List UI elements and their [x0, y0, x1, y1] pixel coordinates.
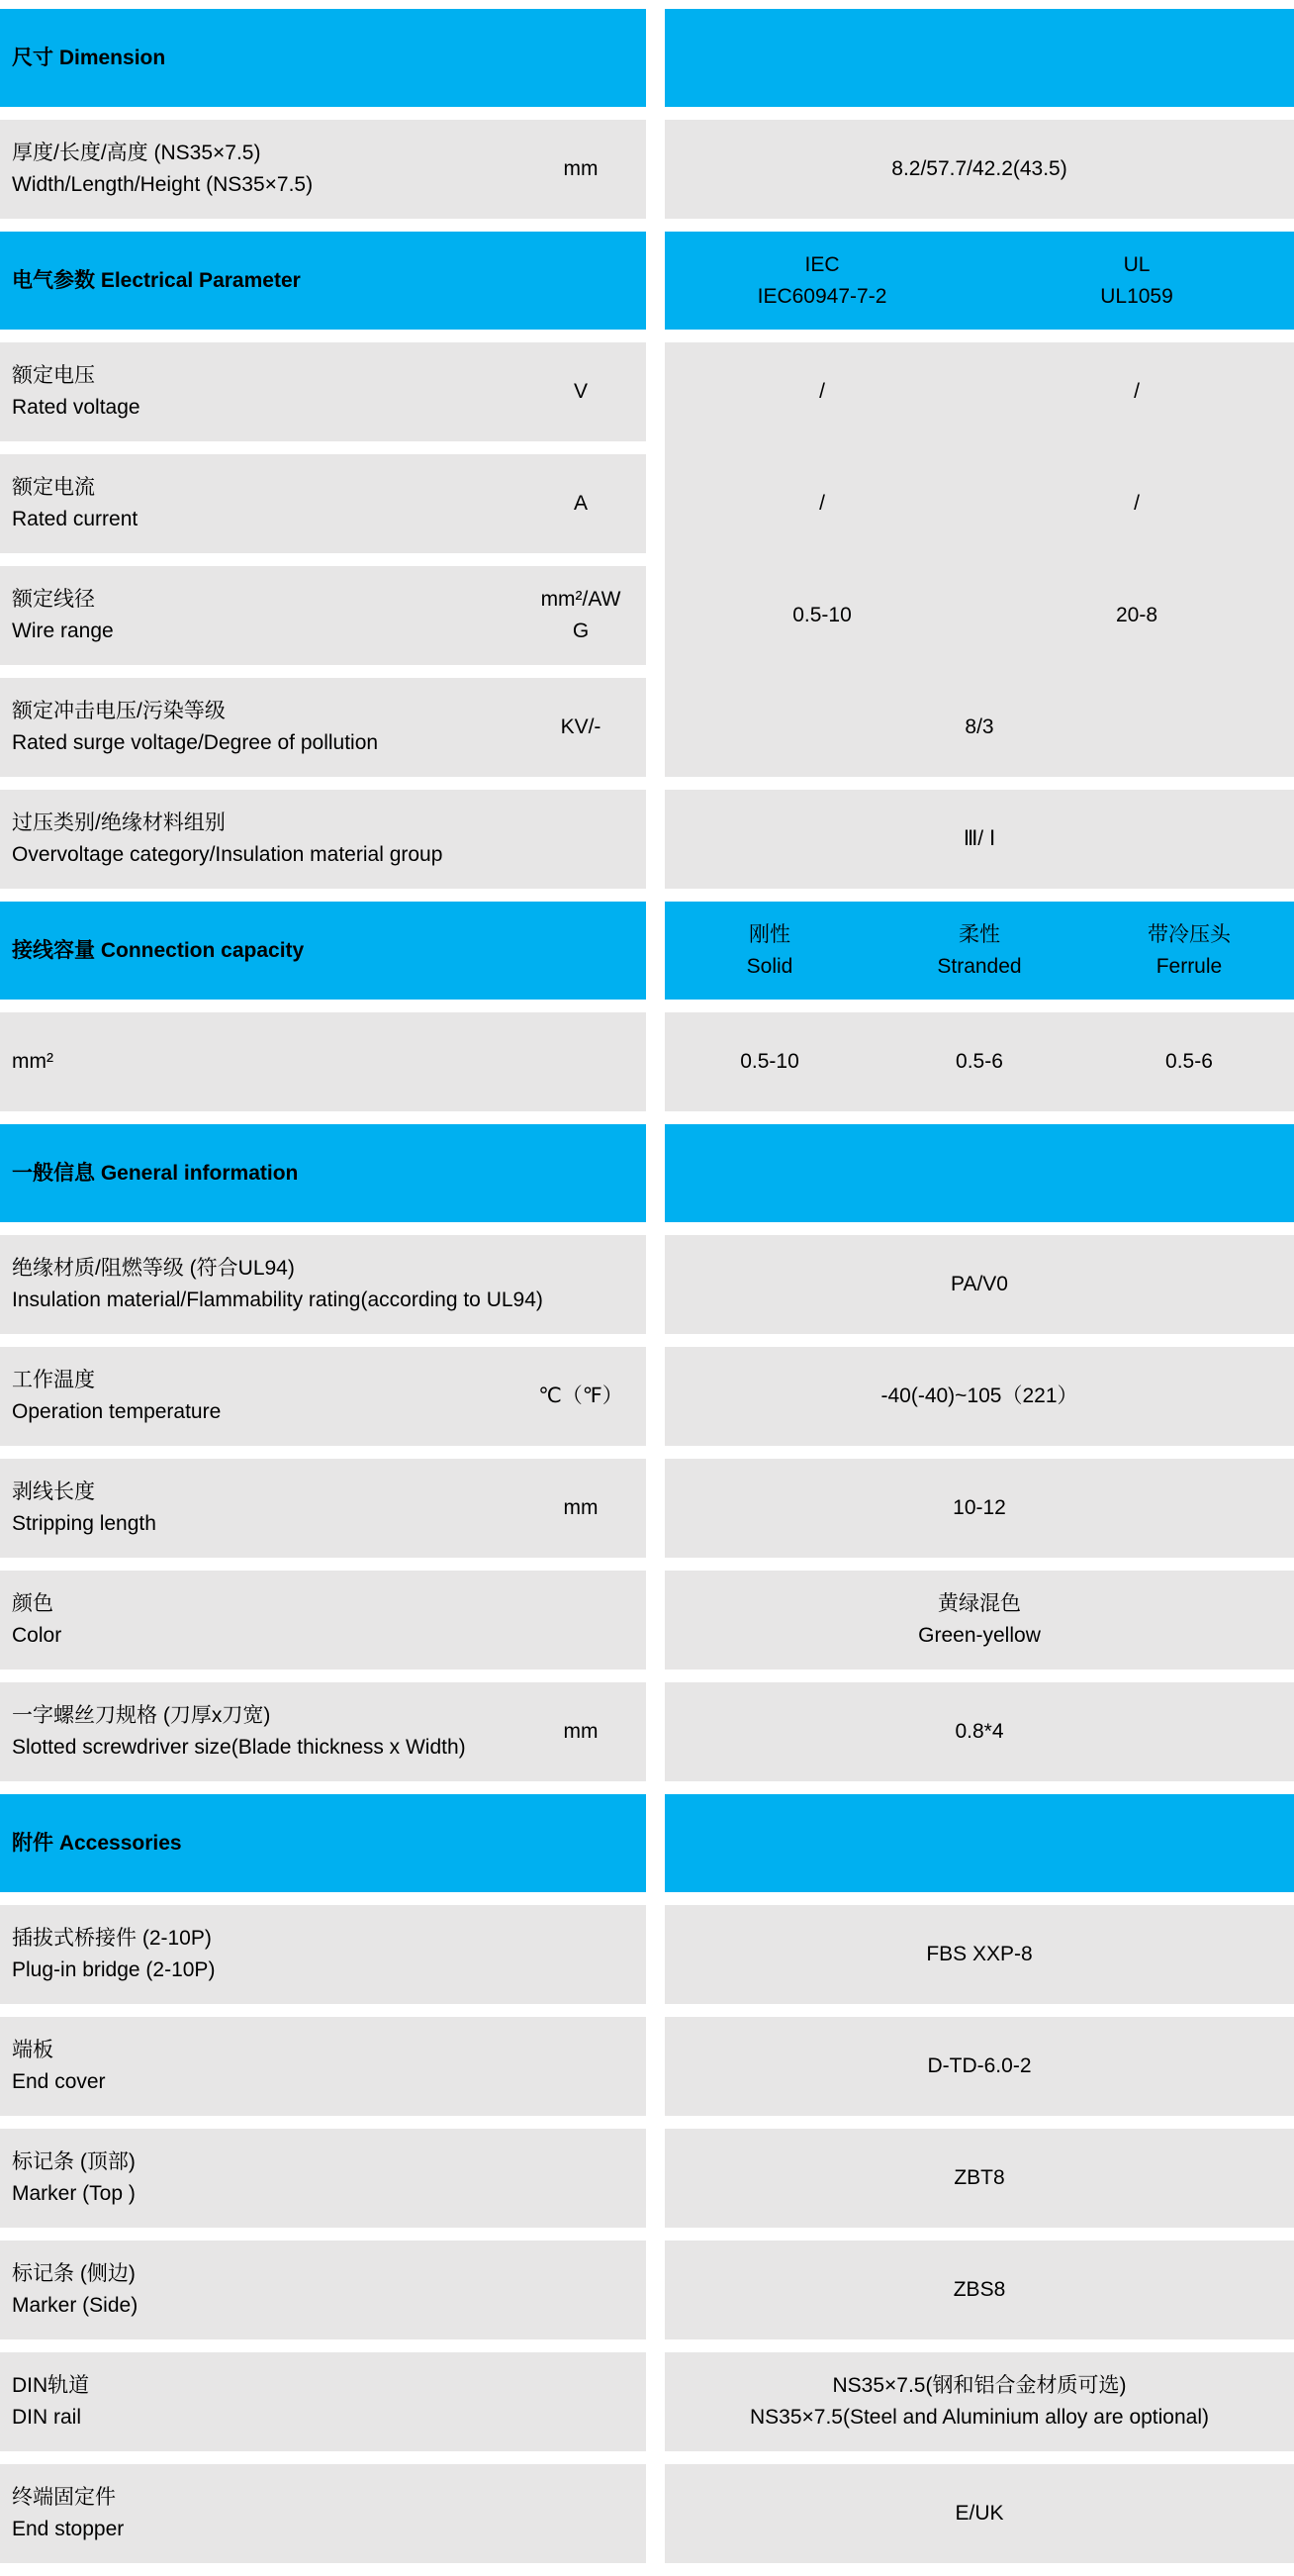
row-marker-top-label-cell	[0, 2129, 646, 2228]
row-rated-voltage-unit: V	[573, 380, 588, 403]
label-zh: 标记条 (侧边)	[12, 2262, 136, 2285]
section-header-accessories	[0, 1794, 1294, 1892]
label-zh: 厚度/长度/高度 (NS35×7.5)	[12, 142, 261, 164]
rated-voltage-iec-value: /	[819, 380, 825, 403]
row-color-value-cell	[665, 1571, 1294, 1670]
marker-side-value: ZBS8	[953, 2278, 1006, 2301]
type-en: Stranded	[937, 954, 1022, 978]
row-end-stopper-label	[0, 2482, 646, 2545]
stripping-value: 10-12	[953, 1496, 1006, 1519]
row-stripping	[0, 1459, 1294, 1558]
label-en: Width/Length/Height (NS35×7.5)	[12, 173, 314, 196]
section-title-electrical	[0, 232, 646, 330]
capacity-ferrule-value: 0.5-6	[1165, 1050, 1213, 1073]
rated-current-iec-value: /	[819, 492, 825, 515]
row-surge-label	[0, 696, 535, 759]
row-temperature-label-cell	[0, 1347, 646, 1446]
row-overvoltage	[0, 790, 1294, 889]
row-end-cover-label	[0, 2035, 646, 2098]
row-temperature-value-cell	[665, 1347, 1294, 1446]
electrical-rows-block	[0, 342, 1294, 777]
row-screwdriver-label	[0, 1700, 535, 1764]
row-end-cover-value-cell	[665, 2017, 1294, 2116]
capacity-solid-value: 0.5-10	[740, 1050, 799, 1073]
label-zh: 额定电流	[12, 476, 95, 499]
label-zh: 颜色	[12, 1592, 53, 1615]
row-marker-side-label-cell	[0, 2241, 646, 2339]
label-zh: 插拔式桥接件 (2-10P)	[12, 1927, 212, 1950]
row-end-cover-label-cell	[0, 2017, 646, 2116]
electrical-values-merged-cell	[665, 342, 1294, 777]
row-size-unit: mm	[563, 157, 599, 180]
label-zh: 一字螺丝刀规格 (刀厚x刀宽)	[12, 1704, 271, 1727]
label-zh: 过压类别/绝缘材料组别	[12, 811, 226, 834]
row-end-stopper-value-cell	[665, 2464, 1294, 2563]
label-zh: 剥线长度	[12, 1480, 95, 1503]
row-color-label	[0, 1588, 646, 1652]
section-title-general	[0, 1124, 646, 1222]
type-ferrule	[1084, 919, 1294, 983]
row-screwdriver	[0, 1682, 1294, 1781]
row-stripping-label-cell	[0, 1459, 646, 1558]
row-stripping-value-cell	[665, 1459, 1294, 1558]
row-marker-side	[0, 2241, 1294, 2339]
row-rated-current-label-cell	[0, 454, 646, 553]
type-zh: 带冷压头	[1147, 922, 1231, 946]
row-din-rail-label-cell	[0, 2352, 646, 2451]
label-en: End stopper	[12, 2518, 125, 2540]
label-zh: 绝缘材质/阻燃等级 (符合UL94)	[12, 1257, 295, 1280]
row-screwdriver-value-cell	[665, 1682, 1294, 1781]
row-color	[0, 1571, 1294, 1670]
row-capacity	[0, 1012, 1294, 1111]
standards-header-cell	[665, 232, 1294, 330]
section-header-general-right	[665, 1124, 1294, 1222]
label-en: Plug-in bridge (2-10P)	[12, 1958, 216, 1981]
temperature-value: -40(-40)~105（221）	[880, 1384, 1078, 1407]
row-end-stopper	[0, 2464, 1294, 2563]
row-bridge	[0, 1905, 1294, 2004]
row-din-rail	[0, 2352, 1294, 2451]
row-size-label-cell	[0, 120, 646, 219]
type-en: Solid	[746, 954, 793, 978]
label-zh: 额定电压	[12, 364, 95, 387]
row-surge-label-cell	[0, 678, 646, 777]
end-cover-value: D-TD-6.0-2	[927, 2054, 1032, 2077]
rated-voltage-values	[665, 342, 1294, 441]
capacity-stranded-value: 0.5-6	[956, 1050, 1003, 1073]
row-marker-top-value-cell	[665, 2129, 1294, 2228]
standard-iec	[665, 249, 979, 313]
din-rail-value	[750, 2370, 1209, 2433]
type-solid	[665, 919, 875, 983]
label-zh: 终端固定件	[12, 2486, 116, 2509]
standard-code: IEC60947-7-2	[757, 284, 887, 308]
label-en: Rated current	[12, 508, 139, 530]
label-zh: 额定冲击电压/污染等级	[12, 700, 226, 722]
electrical-labels	[0, 342, 646, 777]
rated-current-values	[665, 454, 1294, 553]
section-title-connection	[0, 902, 646, 1000]
standard-name: UL	[1123, 252, 1151, 276]
row-insulation-label	[0, 1253, 646, 1316]
end-stopper-value: E/UK	[955, 2502, 1004, 2525]
label-en: Overvoltage category/Insulation material group	[12, 843, 443, 866]
row-din-rail-value-cell	[665, 2352, 1294, 2451]
din-rail-value-en: NS35×7.5(Steel and Aluminium alloy are optional)	[749, 2406, 1210, 2429]
row-screwdriver-unit: mm	[563, 1720, 599, 1743]
row-capacity-label: mm²	[12, 1050, 53, 1073]
section-title-text: 接线容量 Connection capacity	[12, 938, 305, 962]
row-rated-voltage-label-cell	[0, 342, 646, 441]
marker-top-value: ZBT8	[954, 2166, 1005, 2189]
bridge-value: FBS XXP-8	[926, 1943, 1033, 1965]
overvoltage-value: Ⅲ/ Ⅰ	[963, 827, 996, 850]
section-header-dimension	[0, 9, 1294, 107]
type-en: Ferrule	[1155, 954, 1223, 978]
surge-value-row	[665, 678, 1294, 777]
row-overvoltage-label	[0, 808, 646, 871]
row-capacity-label-cell	[0, 1012, 646, 1111]
section-header-accessories-right	[665, 1794, 1294, 1892]
row-rated-current-unit: A	[573, 492, 588, 515]
label-en: DIN rail	[12, 2406, 82, 2429]
color-value-zh: 黄绿混色	[938, 1592, 1021, 1615]
color-value	[918, 1588, 1041, 1652]
section-title-text: 附件 Accessories	[12, 1831, 182, 1855]
row-bridge-label	[0, 1923, 646, 1986]
type-zh: 柔性	[958, 922, 1000, 946]
row-screwdriver-label-cell	[0, 1682, 646, 1781]
section-header-electrical	[0, 232, 1294, 330]
color-value-en: Green-yellow	[918, 1624, 1041, 1647]
insulation-value: PA/V0	[951, 1273, 1008, 1295]
type-zh: 刚性	[748, 922, 790, 946]
screwdriver-value: 0.8*4	[955, 1720, 1004, 1743]
standard-code: UL1059	[1100, 284, 1173, 308]
section-title-text: 尺寸 Dimension	[12, 46, 166, 69]
row-size	[0, 120, 1294, 219]
standard-name: IEC	[804, 252, 840, 276]
label-en: Insulation material/Flammability rating(according to UL94)	[12, 1288, 543, 1311]
row-rated-voltage-label	[0, 360, 535, 424]
label-en: End cover	[12, 2070, 106, 2093]
wire-range-values	[665, 566, 1294, 665]
connection-types-header-cell	[665, 902, 1294, 1000]
standard-ul	[979, 249, 1294, 313]
row-color-label-cell	[0, 1571, 646, 1670]
din-rail-value-zh: NS35×7.5(钢和铝合金材质可选)	[832, 2374, 1127, 2397]
label-zh: 工作温度	[12, 1369, 95, 1391]
label-en: Rated voltage	[12, 396, 140, 419]
label-en: Operation temperature	[12, 1400, 222, 1423]
row-wire-range-label	[0, 584, 535, 647]
row-bridge-label-cell	[0, 1905, 646, 2004]
label-en: Stripping length	[12, 1512, 156, 1535]
row-bridge-value-cell	[665, 1905, 1294, 2004]
row-marker-top	[0, 2129, 1294, 2228]
label-zh: DIN轨道	[12, 2374, 90, 2397]
row-size-value: 8.2/57.7/42.2(43.5)	[891, 157, 1067, 180]
section-title-text: 一般信息 General information	[12, 1161, 299, 1185]
section-header-connection	[0, 902, 1294, 1000]
row-wire-range-unit: mm²/AWG	[540, 588, 621, 642]
label-en: Slotted screwdriver size(Blade thickness x Width)	[12, 1736, 466, 1759]
label-zh: 标记条 (顶部)	[12, 2150, 136, 2173]
row-size-label	[0, 138, 535, 201]
row-stripping-unit: mm	[563, 1496, 599, 1519]
row-temperature-label	[0, 1365, 535, 1428]
surge-value: 8/3	[965, 716, 994, 738]
wire-range-iec-value: 0.5-10	[792, 604, 852, 626]
row-marker-side-label	[0, 2258, 646, 2322]
label-zh: 端板	[12, 2039, 53, 2061]
row-end-cover	[0, 2017, 1294, 2116]
label-en: Marker (Side)	[12, 2294, 139, 2317]
row-overvoltage-label-cell	[0, 790, 646, 889]
type-stranded	[875, 919, 1084, 983]
section-header-general	[0, 1124, 1294, 1222]
row-capacity-values-cell	[665, 1012, 1294, 1111]
row-insulation-value-cell	[665, 1235, 1294, 1334]
row-marker-top-label	[0, 2147, 646, 2210]
label-en: Marker (Top )	[12, 2182, 136, 2205]
wire-range-ul-value: 20-8	[1115, 604, 1158, 626]
section-title-text: 电气参数 Electrical Parameter	[12, 268, 301, 292]
label-en: Rated surge voltage/Degree of pollution	[12, 731, 379, 754]
row-stripping-label	[0, 1477, 535, 1540]
section-title-accessories	[0, 1794, 646, 1892]
label-en: Wire range	[12, 620, 114, 642]
row-surge-unit: KV/-	[560, 716, 601, 738]
row-insulation-label-cell	[0, 1235, 646, 1334]
row-temperature	[0, 1347, 1294, 1446]
row-rated-current-label	[0, 472, 535, 535]
label-zh: 额定线径	[12, 588, 95, 611]
rated-current-ul-value: /	[1134, 492, 1140, 515]
row-end-stopper-label-cell	[0, 2464, 646, 2563]
row-size-value-cell	[665, 120, 1294, 219]
row-din-rail-label	[0, 2370, 646, 2433]
section-header-dimension-right	[665, 9, 1294, 107]
rated-voltage-ul-value: /	[1134, 380, 1140, 403]
row-marker-side-value-cell	[665, 2241, 1294, 2339]
row-wire-range-label-cell	[0, 566, 646, 665]
row-temperature-unit: ℃（℉）	[538, 1384, 623, 1407]
row-insulation	[0, 1235, 1294, 1334]
row-overvoltage-value-cell	[665, 790, 1294, 889]
section-title-dimension	[0, 9, 646, 107]
label-en: Color	[12, 1624, 62, 1647]
